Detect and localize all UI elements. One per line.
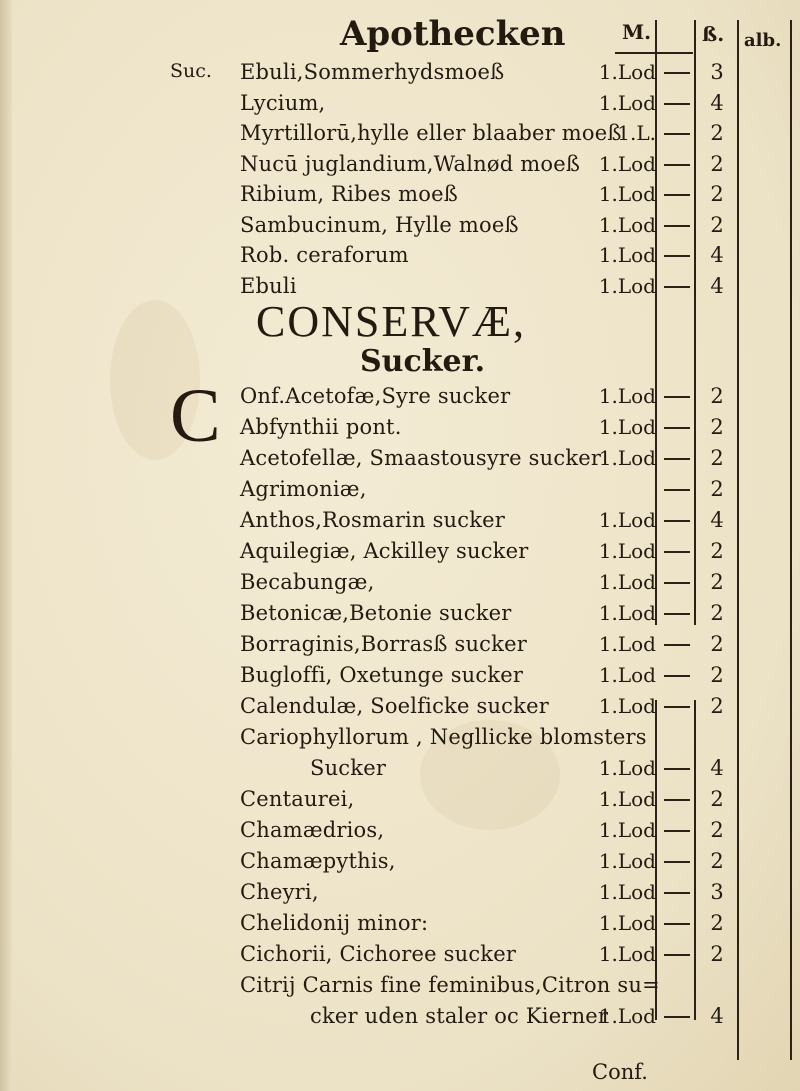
catchword: Conf. [592,1060,648,1084]
entry-dash [664,255,690,257]
entry-name: Citrij Carnis fine feminibus,Citron su= [240,973,660,997]
entry-dash [664,644,690,646]
entry-dash [664,133,690,135]
list-item [0,756,800,782]
list-item [0,182,800,208]
entry-dash [664,582,690,584]
entry-dash [664,892,690,894]
list-item [0,415,800,441]
price-column-header: ß. [702,22,725,46]
entry-price: 2 [710,539,724,563]
entry-price: 2 [710,477,724,501]
entry-price: 2 [710,942,724,966]
list-item [0,91,800,117]
entry-name: Cariophyllorum , Negllicke blomsters [240,725,647,749]
entry-quantity: 1.Lod [598,880,656,904]
entry-dash [664,286,690,288]
entry-quantity: 1.Lod [598,787,656,811]
entry-price: 2 [710,694,724,718]
entry-name: Sucker [310,756,387,780]
entry-name: Becabungæ, [240,570,375,594]
entry-name: Cichorii, Cichoree sucker [240,942,517,966]
entry-quantity: 1.Lod [598,273,656,298]
entry-price: 4 [710,273,724,298]
entry-quantity: 1.Lod [598,663,656,687]
list-item [0,152,800,178]
list-item [0,508,800,534]
entry-dash [664,706,690,708]
list-item [0,942,800,968]
entry-dash [664,427,690,429]
entry-price: 4 [710,243,724,267]
entry-name: Ebuli [240,273,297,298]
entry-name: Chelidonij minor: [240,911,429,935]
list-item [0,121,800,147]
entry-dash [664,768,690,770]
entry-price: 2 [710,601,724,625]
entry-dash [664,551,690,553]
entry-price: 2 [710,570,724,594]
entry-price: 2 [710,182,724,206]
entry-quantity: 1.Lod [598,384,656,408]
entry-price: 2 [710,818,724,842]
entry-quantity: 1.Lod [598,539,656,563]
entry-quantity: 1.Lod [598,632,656,656]
entry-name: Nucū juglandium,Walnød moeß [240,151,581,176]
list-item [0,477,800,503]
list-item [0,725,800,751]
entry-dash [664,103,690,105]
page-title: Apothecken [340,14,566,54]
entry-dash [664,72,690,74]
list-item [0,632,800,658]
list-item [0,384,800,410]
entry-name: Calendulæ, Soelficke sucker [240,694,549,718]
entry-dash [664,675,690,677]
list-item [0,911,800,937]
entry-price: 4 [710,508,724,532]
entry-name: Lycium, [240,90,326,115]
entry-name: Anthos,Rosmarin sucker [240,508,506,532]
entry-price: 4 [710,756,724,780]
entry-name: Agrimoniæ, [240,477,367,501]
entry-name: Betonicæ,Betonie sucker [240,601,512,625]
entry-dash [664,923,690,925]
list-item [0,663,800,689]
entry-dash [664,164,690,166]
entry-name: Centaurei, [240,787,355,811]
entry-price: 2 [710,446,724,470]
entry-price: 2 [710,121,724,145]
entry-quantity: 1.L. [617,121,656,145]
drop-cap: C [170,374,221,458]
entry-price: 2 [710,663,724,687]
entry-name: Chamædrios, [240,818,385,842]
list-item [0,570,800,596]
entry-quantity: 1.Lod [598,818,656,842]
entry-dash [664,954,690,956]
entry-quantity: 1.Lod [598,508,656,532]
entry-dash [664,799,690,801]
entry-price: 2 [710,415,724,439]
list-item [0,60,800,86]
entry-dash [664,225,690,227]
entry-price: 4 [710,1004,724,1028]
section-subtitle: Sucker. [360,344,486,379]
entry-name: Acetofellæ, Smaastousyre sucker [240,446,602,470]
albus-column-header: alb. [744,30,782,51]
entry-dash [664,520,690,522]
entry-quantity: 1.Lod [598,151,656,176]
list-item [0,849,800,875]
entry-price: 2 [710,787,724,811]
list-item [0,694,800,720]
entry-quantity: 1.Lod [598,90,656,115]
list-item [0,818,800,844]
list-item [0,787,800,813]
entry-dash [664,458,690,460]
list-item [0,446,800,472]
entry-name: Ribium, Ribes moeß [240,182,458,206]
entry-price: 2 [710,911,724,935]
entry-quantity: 1.Lod [598,601,656,625]
list-item [0,539,800,565]
entry-name: Rob. ceraforum [240,243,409,267]
entry-quantity: 1.Lod [598,911,656,935]
entry-name: Ebuli,Sommerhydsmoeß [240,60,505,84]
entry-quantity: 1.Lod [598,942,656,966]
entry-quantity: 1.Lod [598,1004,656,1028]
entry-quantity: 1.Lod [598,446,656,470]
entry-quantity: 1.Lod [598,243,656,267]
entry-quantity: 1.Lod [598,694,656,718]
entry-price: 3 [710,880,724,904]
list-item [0,243,800,269]
entry-price: 4 [710,90,724,115]
entry-price: 2 [710,212,724,237]
entry-quantity: 1.Lod [598,212,656,237]
header-rule [615,52,693,54]
entry-name: cker uden staler oc Kierner [310,1004,609,1028]
entry-dash [664,861,690,863]
entry-dash [664,830,690,832]
entry-dash [664,396,690,398]
entry-price: 2 [710,384,724,408]
suc-label: Suc. [170,60,212,82]
entry-name: Cheyri, [240,880,319,904]
entry-name: Borraginis,Borrasß sucker [240,632,527,656]
entry-name: Aquilegiæ, Ackilley sucker [240,539,529,563]
entry-name: Abfynthii pont. [240,415,402,439]
entry-name: Sambucinum, Hylle moeß [240,212,519,237]
list-item [0,601,800,627]
entry-dash [664,194,690,196]
entry-name: Bugloffi, Oxetunge sucker [240,663,524,687]
entry-dash [664,1016,690,1018]
entry-price: 2 [710,151,724,176]
entry-dash [664,489,690,491]
entry-quantity: 1.Lod [598,415,656,439]
entry-quantity: 1.Lod [598,756,656,780]
entry-quantity: 1.Lod [598,570,656,594]
list-item [0,973,800,999]
list-item [0,213,800,239]
entry-name: Onf.Acetofæ,Syre sucker [240,384,511,408]
list-item [0,1004,800,1030]
quantity-column-header: M. [622,20,652,44]
entry-quantity: 1.Lod [598,182,656,206]
list-item [0,880,800,906]
entry-price: 2 [710,849,724,873]
entry-quantity: 1.Lod [598,60,656,84]
entry-name: Chamæpythis, [240,849,396,873]
entry-price: 3 [710,60,724,84]
entry-dash [664,613,690,615]
section-title: CONSERVÆ, [256,297,526,346]
entry-price: 2 [710,632,724,656]
entry-name: Myrtillorū,hylle eller blaaber moeß [240,121,622,145]
entry-quantity: 1.Lod [598,849,656,873]
